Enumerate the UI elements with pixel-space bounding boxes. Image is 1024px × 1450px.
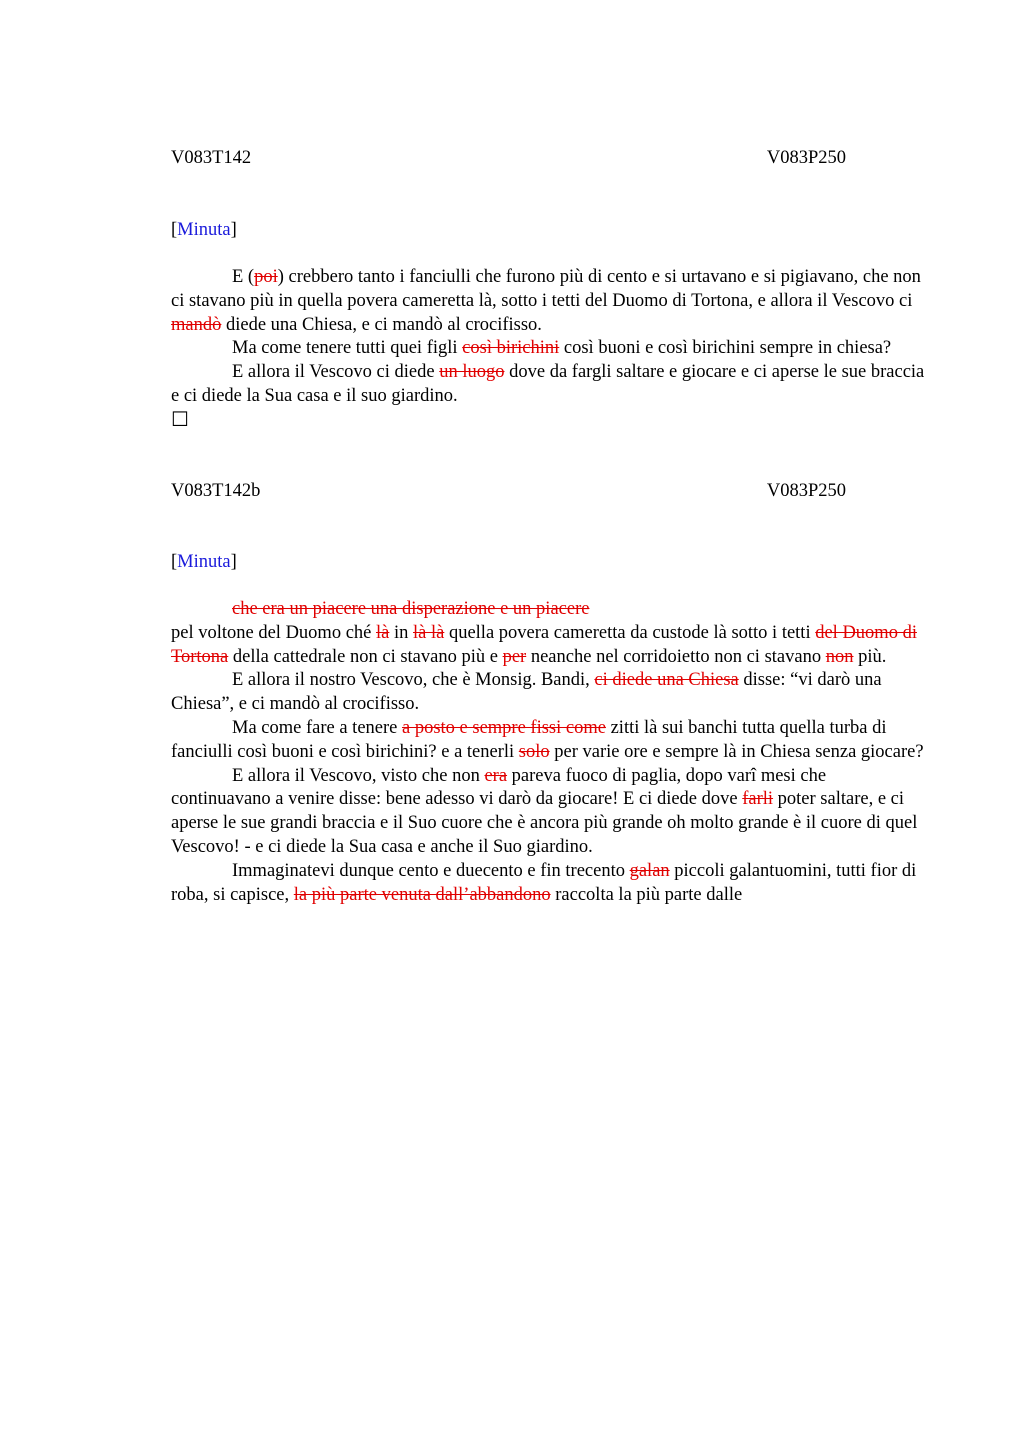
section2-paragraph-3: E allora il nostro Vescovo, che è Monsig. Bandi, ci diede una Chiesa disse: “vi darò una Chiesa”, e ci mandò al crocifisso. [171, 670, 882, 715]
section2-label-close: ] [230, 552, 237, 572]
section2-header [171, 479, 846, 503]
section2-label [171, 550, 237, 574]
deleted-text: là [376, 622, 390, 643]
section2-paragraph-1 [171, 598, 929, 622]
deleted-text: non [825, 646, 854, 667]
deleted-text: la più parte venuta dall’abbandono [293, 884, 551, 905]
deleted-text: galan [629, 860, 670, 881]
section2-header-right: V083P250 [766, 481, 846, 501]
section2-body [171, 598, 929, 907]
section1-label-text: Minuta [177, 220, 231, 240]
deleted-text: ci diede una Chiesa [594, 670, 739, 691]
section1-paragraph-1: E (poi) crebbero tanto i fanciulli che furono più di cento e si urtavano e si pigiavano, che non ci stavano più in quella povera cameretta là, sotto i tetti del Duomo di Tortona, e allora il Vescovo ci mandò diede una Chiesa, e ci mandò al crocifisso. [171, 267, 921, 335]
section1-label [171, 218, 237, 242]
section1-body [171, 266, 929, 434]
deleted-text: che era un piacere una disperazione e un piacere [232, 599, 590, 619]
section1-end-mark [171, 409, 929, 434]
section2-paragraph-2: pel voltone del Duomo ché là in là là quella povera cameretta da custode là sotto i tetti del Duomo di Tortona della cattedrale non ci stavano più e per neanche nel corridoietto non ci stavano non più. [171, 622, 917, 667]
section2-label-open: [ [171, 552, 178, 572]
deleted-text: era [484, 765, 508, 786]
section1-paragraph-2: Ma come tenere tutti quei figli così birichini così buoni e così birichini sempre in chiesa? [232, 338, 892, 359]
deleted-text: un luogo [439, 362, 505, 383]
deleted-text: a posto e sempre fissi come [402, 717, 606, 738]
section1-label-close: ] [230, 220, 237, 240]
deleted-text: mandò [171, 314, 222, 335]
deleted-text: del Duomo di Tortona [171, 622, 917, 667]
deleted-text: poi [254, 267, 278, 287]
deleted-text: per [502, 646, 527, 667]
section2-header-left: V083T142b [171, 481, 261, 501]
deleted-text: solo [518, 741, 550, 762]
section1-header-right: V083P250 [766, 148, 846, 168]
section1-header-left: V083T142 [171, 148, 252, 168]
section1-paragraph-3: E allora il Vescovo ci diede un luogo dove da fargli saltare e giocare e ci aperse le sue braccia e ci diede la Sua casa e il suo giardino. [171, 362, 925, 406]
deleted-text: là là [413, 622, 445, 643]
section1-label-open: [ [171, 220, 178, 240]
deleted-text: farli [742, 789, 774, 810]
section2-paragraph-4: Ma come fare a tenere a posto e sempre fissi come zitti là sui banchi tutta quella turba di fanciulli così buoni e così birichini? e a tenerli solo per varie ore e sempre là in Chiesa senza giocare? [171, 717, 924, 762]
section2-paragraph-5: E allora il Vescovo, visto che non era pareva fuoco di paglia, dopo varî mesi che continuavano a venire disse: bene adesso vi darò da giocare! E ci diede dove farli poter saltare, e ci aperse le sue grandi braccia e il Suo cuore che è ancora più grande oh molto grande è il cuore di quel Vescovo! - e ci diede la Sua casa e anche il Suo giardino. [171, 765, 918, 857]
deleted-text: così birichini [462, 338, 560, 359]
section1-header [171, 146, 846, 170]
section2-label-text: Minuta [177, 552, 231, 572]
empty-box-icon: ☐ [171, 408, 189, 431]
section2-paragraph-6: Immaginatevi dunque cento e duecento e fin trecento galan piccoli galantuomini, tutti fior di roba, si capisce, la più parte venuta dall’abbandono raccolta la più parte dalle [171, 860, 917, 905]
